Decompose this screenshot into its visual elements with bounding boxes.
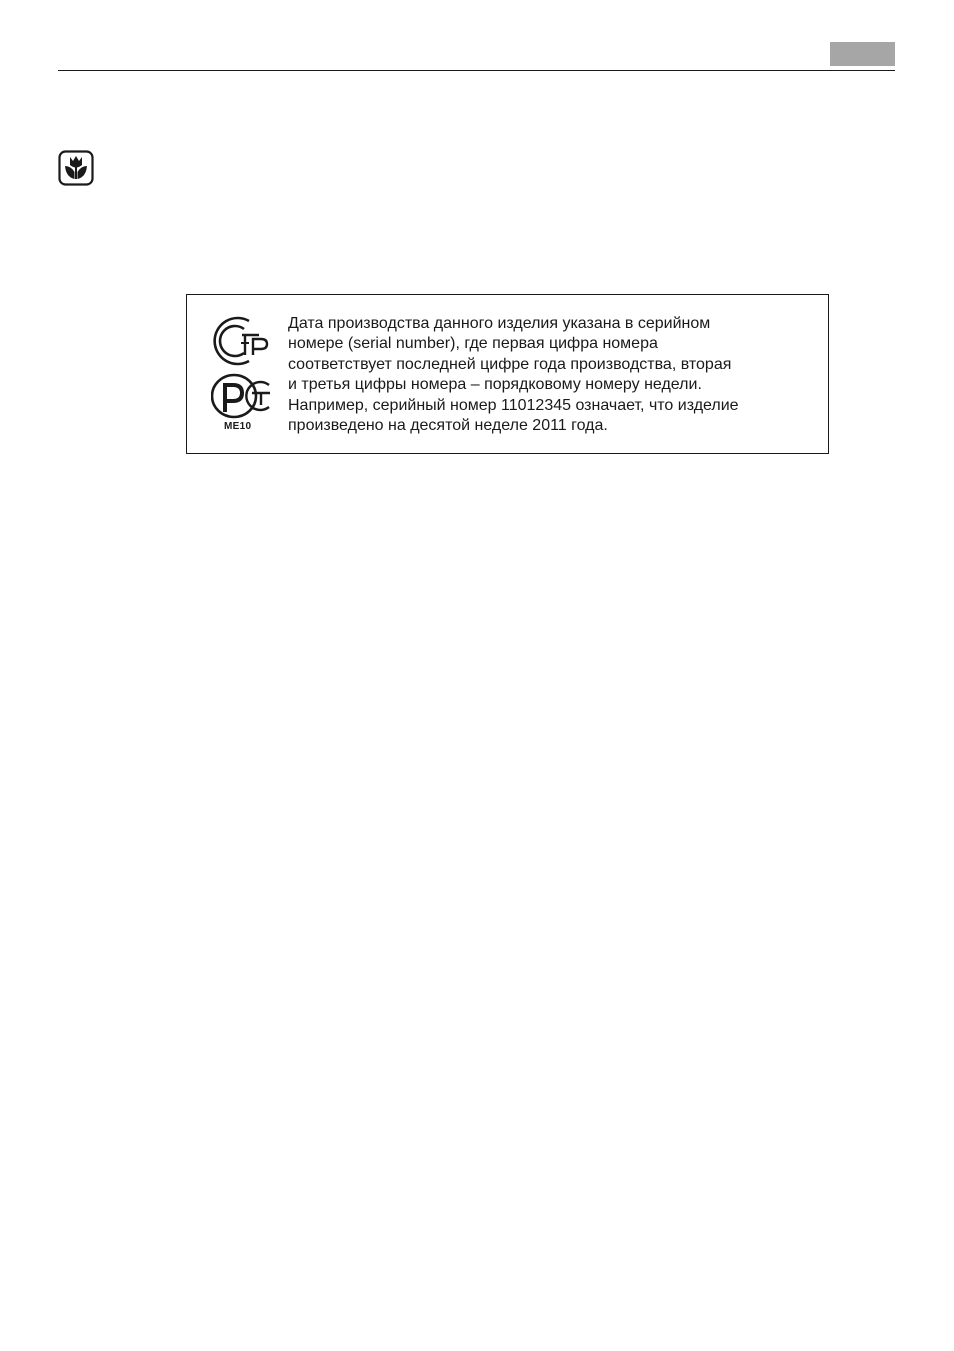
- text-line: Например, серийный номер 11012345 означает, что изделие: [288, 396, 739, 414]
- certification-marks: [211, 315, 273, 437]
- page-header-tab: [830, 42, 895, 66]
- text-line: номере (serial number), где первая цифра номера: [288, 335, 658, 353]
- text-line: произведено на десятой неделе 2011 года.: [288, 417, 608, 435]
- text-line: и третья цифры номера – порядковому номеру недели.: [288, 376, 702, 394]
- rst-gost-mark-icon: [212, 375, 270, 417]
- header-rule: [58, 70, 895, 71]
- eac-tr-mark-icon: [215, 318, 267, 364]
- certification-code-label: ME10: [224, 421, 252, 432]
- flower-icon: [58, 150, 94, 186]
- text-line: Дата производства данного изделия указана в серийном: [288, 315, 711, 332]
- production-date-info-box: [186, 294, 829, 454]
- text-line: соответствует последней цифре года производства, вторая: [288, 355, 732, 373]
- production-date-text: [288, 314, 818, 436]
